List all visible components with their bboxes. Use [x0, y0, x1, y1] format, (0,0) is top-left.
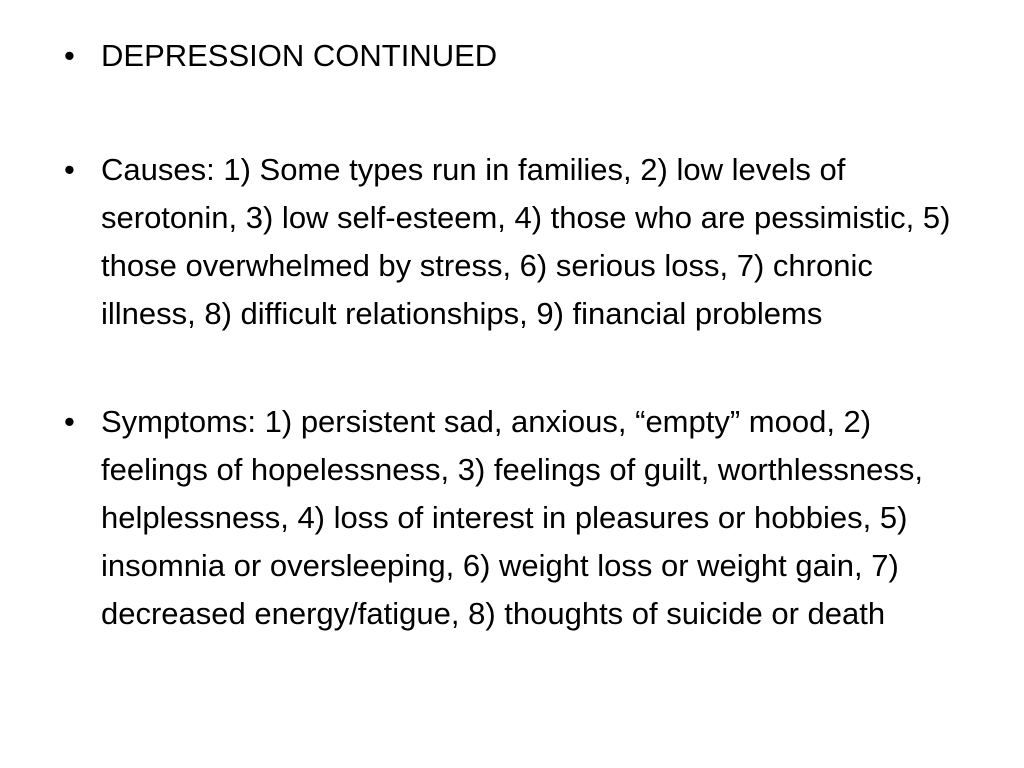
bullet-item-symptoms — [64, 398, 964, 638]
bullet-text-causes: Causes: 1) Some types run in families, 2) low levels of serotonin, 3) low self-esteem, 4) those who are pessimistic, 5) those overwhelmed by stress, 6) serious loss, 7) chronic illness, 8) difficult relationships, 9) financial problems — [101, 152, 951, 331]
bullet-item-causes — [64, 146, 964, 338]
bullet-icon: • — [64, 404, 75, 439]
bullet-text-symptoms: Symptoms: 1) persistent sad, anxious, “empty” mood, 2) feelings of hopelessness, 3) feelings of guilt, worthlessness, helplessness, 4) loss of interest in pleasures or hobbies, 5) insomnia or oversleeping, 6) weight loss or weight gain, 7) decreased energy/fatigue, 8) thoughts of suicide or death — [101, 404, 923, 631]
bullet-icon: • — [64, 152, 75, 187]
bullet-item-title — [64, 32, 964, 80]
bullet-text-title: DEPRESSION CONTINUED — [101, 38, 498, 73]
bullet-icon: • — [64, 38, 75, 73]
